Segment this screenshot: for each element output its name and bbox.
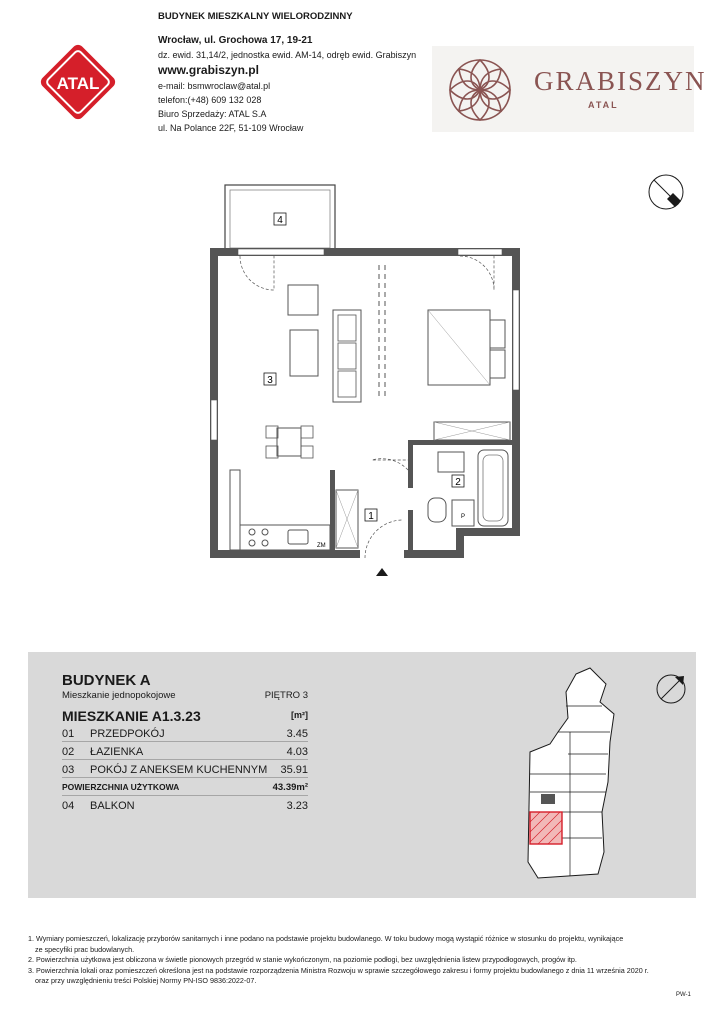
total-area-row — [62, 778, 308, 796]
footnote-line: ze specyfiki prac budowlanych. — [35, 944, 135, 954]
header-office: Biuro Sprzedaży: ATAL S.A — [158, 109, 267, 119]
apartment-type: Mieszkanie jednopokojowe — [62, 690, 176, 701]
header-info — [158, 10, 448, 135]
room-area: 35.91 — [280, 764, 308, 776]
room-area: 4.03 — [286, 746, 308, 758]
room-label-living: 3 — [267, 375, 273, 386]
total-area-label: POWIERZCHNIA UŻYTKOWA — [62, 782, 180, 792]
grabiszyn-brand-name: GRABISZYN — [534, 66, 707, 96]
header-plot: dz. ewid. 31,14/2, jednostka ewid. AM-14, odręb ewid. Grabiszyn — [158, 50, 417, 60]
footnote-line: 3. Powierzchnia lokali oraz pomieszczeń określona jest na podstawie rozporządzenia Ministra Rozwoju w sprawie szczegółowego zakresu i formy projektu budowlanego z dnia 11 września 2020 r. — [28, 965, 649, 975]
room-row — [62, 742, 308, 760]
room-area: 3.23 — [286, 800, 308, 812]
fixture-label-zm: ZM — [317, 543, 326, 549]
compass-north-icon — [646, 172, 686, 212]
room-label-balcony: 4 — [277, 215, 283, 226]
atal-logo-text: ATAL — [56, 74, 100, 93]
footnote-line: 1. Wymiary pomieszczeń, lokalizację przyborów sanitarnych i inne podano na podstawie projektu budowlanego. W toku budowy mogą wystąpić różnice w stosunku do projektu, wynikające — [28, 934, 624, 943]
building-name: BUDYNEK A — [62, 672, 151, 689]
room-label-hall: 1 — [368, 511, 374, 522]
grabiszyn-emblem-icon — [440, 50, 520, 130]
compass-mini-icon — [654, 672, 688, 706]
header-office-address: ul. Na Polance 22F, 51-109 Wrocław — [158, 123, 304, 133]
atal-logo — [36, 40, 120, 124]
footnote-line: 2. Powierzchnia użytkowa jest obliczona w świetle pionowych przegród w stanie wykończonym, na poziomie podłogi, bez uwzględnienia listew przypodłogowych, progów itp. — [28, 955, 577, 964]
building-key-plan — [510, 662, 660, 890]
room-number: 04 — [62, 800, 75, 812]
room-name: PRZEDPOKÓJ — [90, 728, 165, 740]
room-area: 3.45 — [286, 728, 308, 740]
wall-bottom-left — [210, 550, 360, 558]
room-number: 03 — [62, 764, 75, 776]
footnotes — [28, 934, 696, 987]
room-name: POKÓJ Z ANEKSEM KUCHENNYM — [90, 764, 268, 776]
room-row — [62, 724, 308, 742]
floor-label: PIĘTRO 3 — [264, 690, 308, 701]
apartment-number: MIESZKANIE A1.3.23 — [62, 708, 201, 724]
area-unit: [m²] — [291, 710, 308, 720]
header-title: BUDYNEK MIESZKALNY WIELORODZINNY — [158, 11, 353, 22]
grabiszyn-brand-sub: ATAL — [588, 100, 619, 110]
footnote-line: oraz przy uwzględnieniu treści Polskiej Normy PN-ISO 9836:2022-07. — [35, 976, 257, 985]
apartment-floor-plan — [190, 170, 530, 590]
room-name: ŁAZIENKA — [90, 746, 144, 758]
website-link[interactable]: www.grabiszyn.pl — [158, 63, 259, 77]
entry-arrow-icon — [376, 568, 388, 576]
fixture-label-p: P — [461, 514, 466, 520]
room-name: BALKON — [90, 800, 135, 812]
balcony-row — [62, 796, 308, 814]
wall-bottom-mid — [404, 550, 464, 558]
room-label-bathroom: 2 — [455, 477, 461, 488]
header-address: Wrocław, ul. Grochowa 17, 19-21 — [158, 35, 313, 46]
header-email[interactable]: e-mail: bsmwroclaw@atal.pl — [158, 81, 271, 91]
page-code: PW-1 — [676, 992, 691, 998]
header-phone: telefon:(+48) 609 132 028 — [158, 95, 262, 105]
room-row — [62, 760, 308, 778]
total-area-value: 43.39m² — [272, 782, 308, 793]
room-number: 01 — [62, 728, 75, 740]
room-number: 02 — [62, 746, 75, 758]
